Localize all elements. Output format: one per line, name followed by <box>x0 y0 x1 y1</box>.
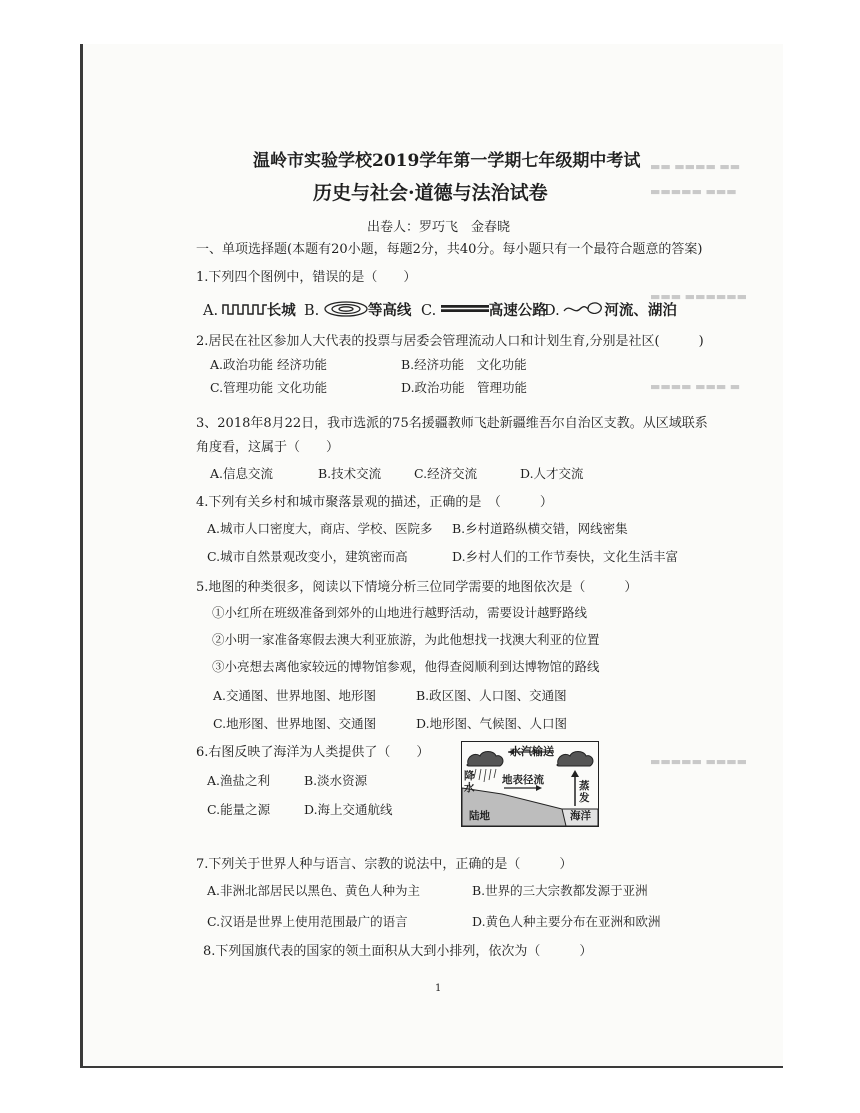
question-4-option-c: C.城市自然景观改变小，建筑密而高 <box>207 549 408 564</box>
question-7-option-c: C.汉语是世界上使用范围最广的语言 <box>207 914 408 929</box>
question-3-option-c: C.经济交流 <box>414 466 478 481</box>
question-2-option-b: B.经济功能 文化功能 <box>401 357 527 372</box>
label-ocean: 海洋 <box>570 810 591 822</box>
question-2-option-c: C.管理功能 文化功能 <box>210 380 328 395</box>
bleed-through-text: ▬▬▬▬▬ ▬▬▬ <box>650 185 737 198</box>
contour-line-legend-icon <box>324 301 368 317</box>
river-lake-legend-icon <box>564 301 604 317</box>
question-1-stem: 1.下列四个图例中，错误的是（ ） <box>196 270 417 285</box>
question-6-option-d: D.海上交通航线 <box>304 802 393 817</box>
question-3-option-d: D.人才交流 <box>520 466 584 481</box>
option-label: 河流、湖泊 <box>604 302 677 319</box>
question-6-stem: 6.右图反映了海洋为人类提供了（ ） <box>196 745 430 760</box>
question-2-option-d: D.政治功能 管理功能 <box>401 380 528 395</box>
page-number: 1 <box>435 983 442 994</box>
question-5-scenario-3: ③小亮想去离他家较远的博物馆参观，他得查阅顺利到达博物馆的路线 <box>212 659 600 674</box>
label-precipitation: 降水 <box>464 770 475 794</box>
question-4-option-d: D.乡村人们的工作节奏快，文化生活丰富 <box>452 549 679 564</box>
question-8-stem: 8.下列国旗代表的国家的领土面积从大到小排列，依次为（ ） <box>203 944 593 959</box>
option-label: 等高线 <box>367 302 412 319</box>
question-5-scenario-2: ②小明一家准备寒假去澳大利亚旅游，为此他想找一找澳大利亚的位置 <box>212 632 600 647</box>
question-1-option-b <box>304 299 411 320</box>
option-letter: C. <box>421 303 437 319</box>
label-land: 陆地 <box>469 810 490 822</box>
question-6-option-a: A.渔盐之利 <box>207 773 271 788</box>
question-2-option-a: A.政治功能 经济功能 <box>210 357 327 372</box>
section-header: 一、单项选择题(本题有20小题，每题2分，共40分。每小题只有一个最符合题意的答案) <box>196 242 703 257</box>
label-water-vapor-transport: 水汽输送 <box>510 745 554 758</box>
question-7-stem: 7.下列关于世界人种与语言、宗教的说法中，正确的是（ ） <box>196 857 573 872</box>
label-evaporation: 蒸发 <box>579 780 590 804</box>
question-5-option-c: C.地形图、世界地图、交通图 <box>213 716 377 731</box>
option-letter: D. <box>544 303 560 319</box>
bleed-through-text: ▬▬▬ ▬▬▬▬▬▬ <box>650 290 748 303</box>
question-2-stem: 2.居民在社区参加人大代表的投票与居委会管理流动人口和计划生育,分别是社区( ) <box>196 334 704 349</box>
question-7-option-b: B.世界的三大宗教都发源于亚洲 <box>472 883 648 898</box>
question-3-stem-line1: 3、2018年8月22日，我市选派的75名援疆教师飞赴新疆维吾尔自治区支教。从区域联系 <box>196 416 708 431</box>
label-surface-runoff: 地表径流 <box>502 774 544 786</box>
exam-authors: 出卷人：罗巧飞 金春晓 <box>367 220 511 235</box>
question-7-option-a: A.非洲北部居民以黑色、黄色人种为主 <box>207 883 421 898</box>
question-5-scenario-1: ①小红所在班级准备到郊外的山地进行越野活动，需要设计越野路线 <box>212 605 588 620</box>
question-6-option-b: B.淡水资源 <box>304 773 368 788</box>
option-letter: B. <box>304 303 320 319</box>
option-label: 高速公路 <box>488 302 547 319</box>
question-7-option-d: D.黄色人种主要分布在亚洲和欧洲 <box>472 914 661 929</box>
bleed-through-text: ▬▬▬▬▬ ▬▬▬▬ <box>650 755 748 768</box>
option-letter: A. <box>203 303 219 319</box>
question-1-option-a <box>203 299 296 320</box>
great-wall-legend-icon <box>223 302 267 316</box>
question-4-option-b: B.乡村道路纵横交错，网线密集 <box>452 521 628 536</box>
question-5-option-b: B.政区图、人口图、交通图 <box>416 688 567 703</box>
question-5-stem: 5.地图的种类很多，阅读以下情境分析三位同学需要的地图依次是（ ） <box>196 580 638 595</box>
question-5-option-d: D.地形图、气候图、人口图 <box>416 716 568 731</box>
option-label: 长城 <box>266 302 296 319</box>
question-3-option-a: A.信息交流 <box>210 466 274 481</box>
question-1-option-d <box>544 299 677 320</box>
question-6-option-c: C.能量之源 <box>207 802 271 817</box>
water-cycle-diagram <box>461 741 599 827</box>
exam-subtitle: 历史与社会·道德与法治试卷 <box>313 182 548 204</box>
question-4-option-a: A.城市人口密度大，商店、学校、医院多 <box>207 521 433 536</box>
exam-title: 温岭市实验学校2019学年第一学期七年级期中考试 <box>253 151 641 171</box>
highway-legend-icon <box>441 304 489 314</box>
bleed-through-text: ▬▬ ▬▬▬▬ ▬▬ <box>650 160 741 173</box>
question-5-option-a: A.交通图、世界地图、地形图 <box>213 688 377 703</box>
bleed-through-text: ▬▬▬▬ ▬▬▬ ▬ <box>650 380 741 393</box>
question-1-option-c <box>421 299 547 320</box>
question-4-stem: 4.下列有关乡村和城市聚落景观的描述，正确的是 （ ） <box>196 495 553 510</box>
question-3-stem-line2: 角度看，这属于（ ） <box>196 440 340 455</box>
question-3-option-b: B.技术交流 <box>318 466 382 481</box>
